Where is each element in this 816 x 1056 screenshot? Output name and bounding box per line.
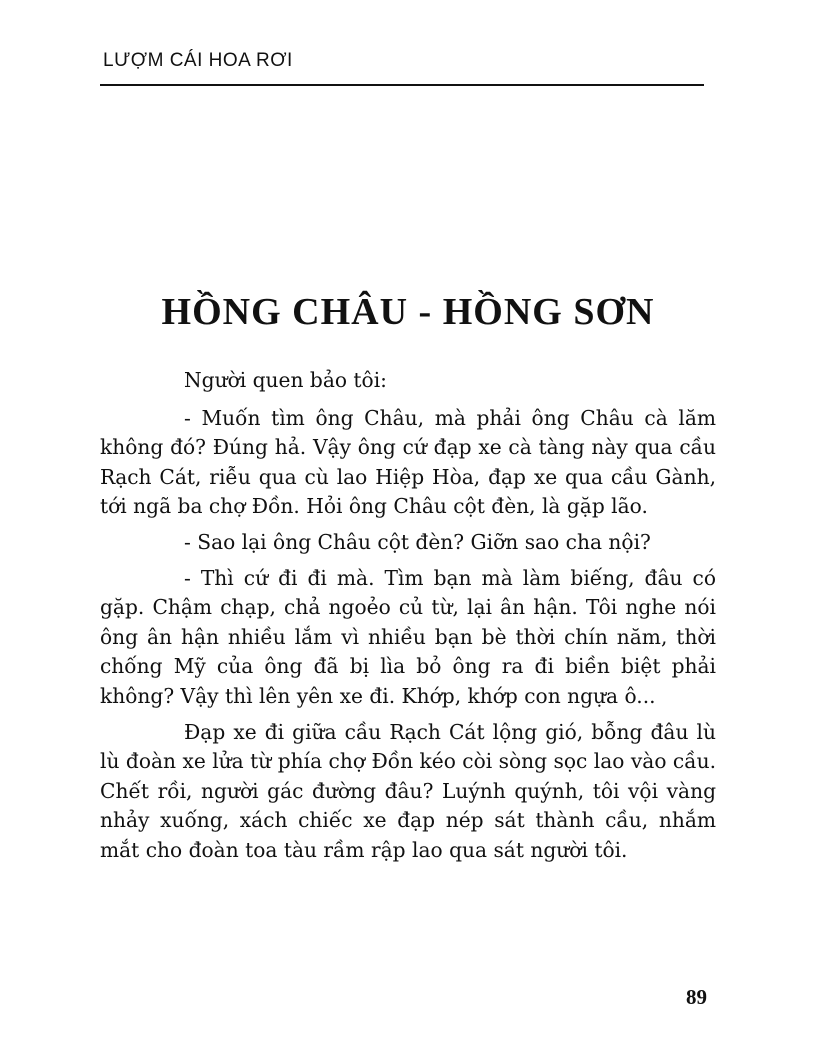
chapter-title: HỒNG CHÂU - HỒNG SƠN bbox=[161, 291, 655, 333]
paragraph: - Muốn tìm ông Châu, mà phải ông Châu cà lăm không đó? Đúng hả. Vậy ông cứ đạp xe cà tàng này qua cầu Rạch Cát, riễu qua cù lao Hiệp Hòa, đạp xe qua cầu Gành, tới ngã ba chợ Đồn. Hỏi ông Châu cột đèn, là gặp lão. bbox=[100, 405, 716, 519]
running-head: LƯỢM CÁI HOA RƠI bbox=[103, 50, 293, 71]
body-text bbox=[100, 366, 716, 872]
paragraph: - Sao lại ông Châu cột đèn? Giỡn sao cha nội? bbox=[184, 529, 651, 554]
paragraph: Đạp xe đi giữa cầu Rạch Cát lộng gió, bỗng đâu lù lù đoàn xe lửa từ phía chợ Đồn kéo còi sòng sọc lao vào cầu. Chết rồi, người gác đường đâu? Luýnh quýnh, tôi vội vàng nhảy xuống, xách chiếc xe đạp nép sát thành cầu, nhắm mắt cho đoàn toa tàu rầm rập lao qua sát người tôi. bbox=[100, 719, 716, 862]
paragraph: - Thì cứ đi đi mà. Tìm bạn mà làm biếng, đâu có gặp. Chậm chạp, chả ngoẻo củ từ, lại ân hận. Tôi nghe nói ông ân hận nhiều lắm vì nhiều bạn bè thời chín năm, thời chống Mỹ của ông đã bị lìa bỏ ông ra đi biền biệt phải không? Vậy thì lên yên xe đi. Khớp, khớp con ngựa ô... bbox=[100, 565, 716, 708]
page-number: 89 bbox=[686, 985, 707, 1009]
paragraph: Người quen bảo tôi: bbox=[184, 368, 387, 392]
header-rule bbox=[100, 84, 704, 86]
